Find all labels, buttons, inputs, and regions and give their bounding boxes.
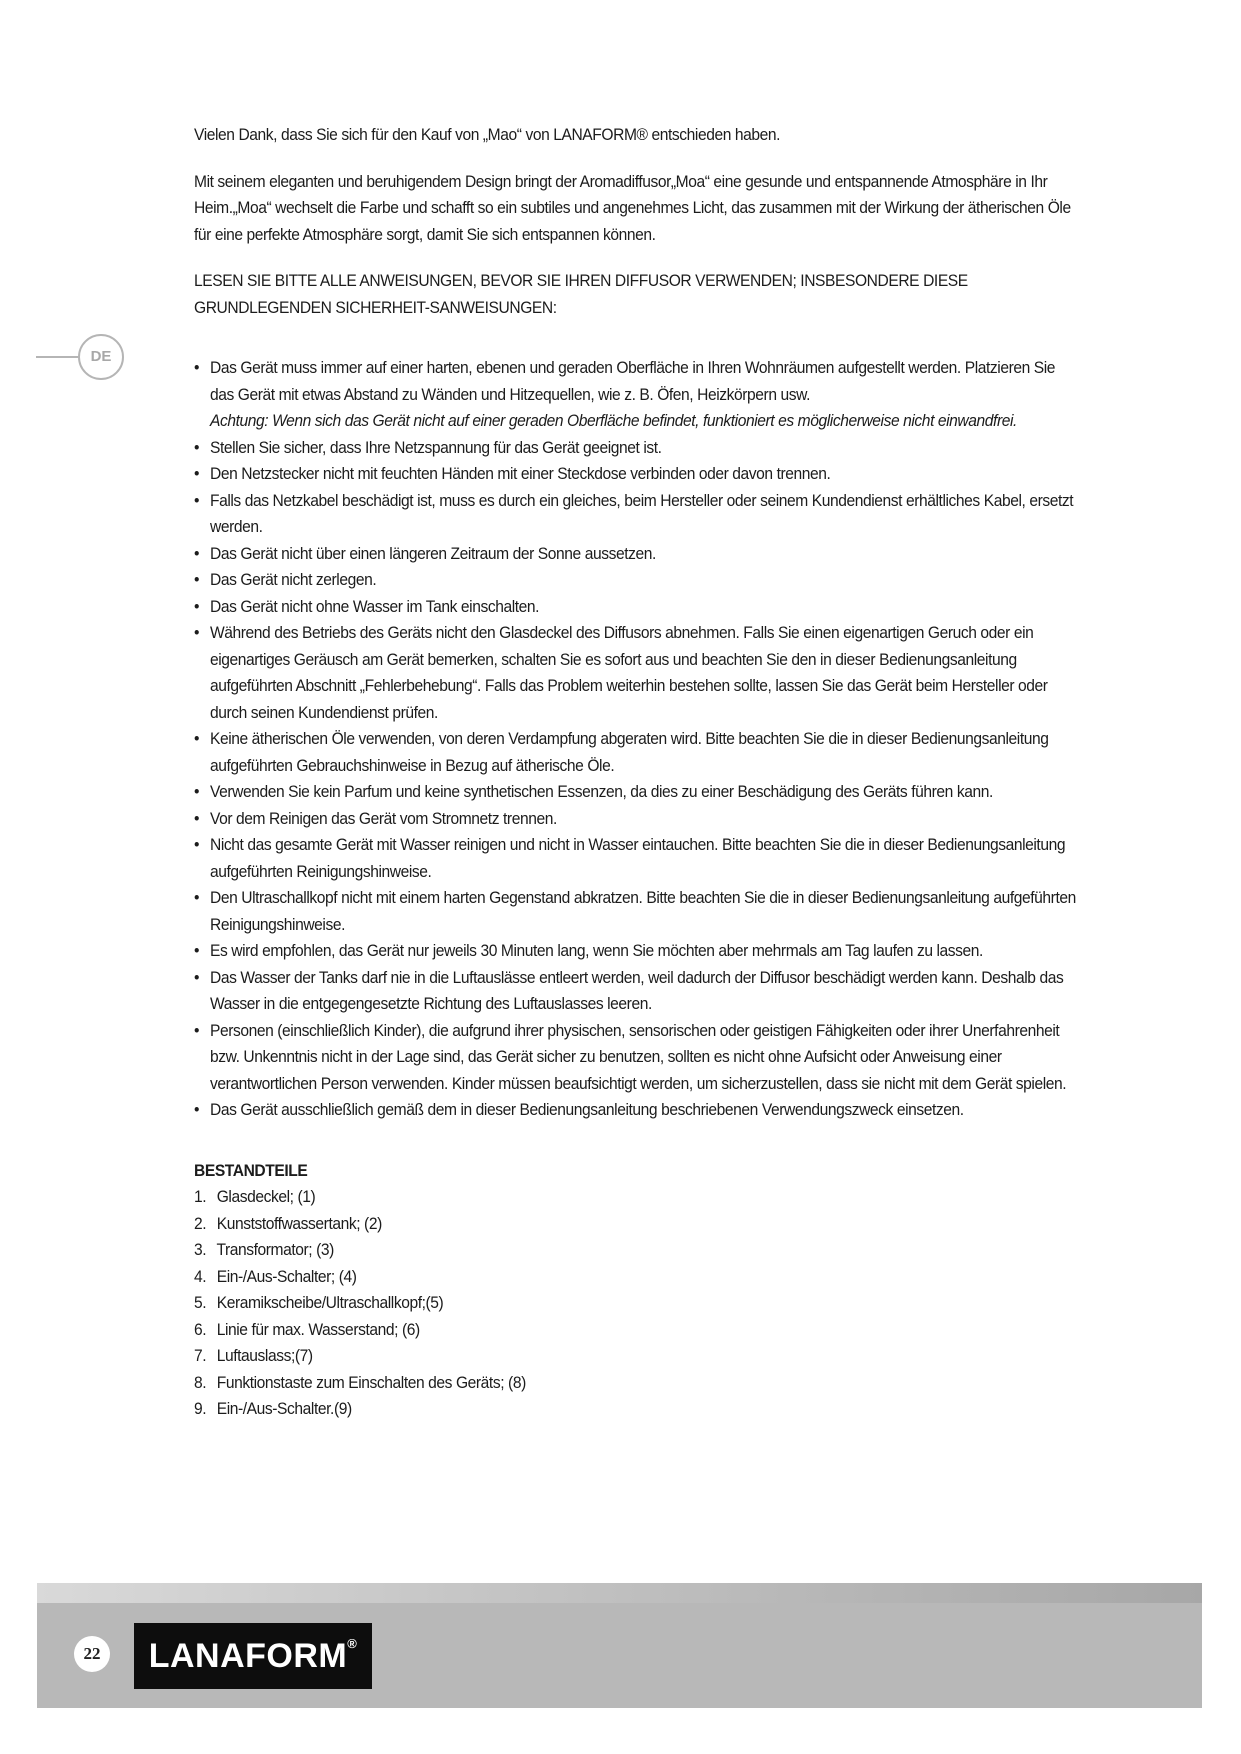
parts-item-label: Funktionstaste zum Einschalten des Geräts; (8) — [216, 1372, 526, 1392]
parts-item — [194, 1264, 1078, 1291]
parts-item-number: 5. — [194, 1293, 207, 1312]
safety-item: • Stellen Sie sicher, dass Ihre Netzspannung für das Gerät geeignet ist. — [194, 435, 1078, 462]
parts-item-number: 6. — [194, 1319, 207, 1339]
parts-item-number: 7. — [194, 1346, 207, 1365]
safety-item-note: Achtung: Wenn sich das Gerät nicht auf einer geraden Oberfläche befindet, funktioniert es möglicherweise nicht einwandfrei. — [209, 411, 1017, 430]
page-footer — [37, 1583, 1202, 1708]
safety-item: • Das Wasser der Tanks darf nie in die Luftauslässe entleert werden, weil dadurch der Diffusor beschädigt werden kann. Deshalb das Wasser in die entgegengesetzte Richtung des Luftauslasses leeren. — [194, 965, 1078, 1018]
safety-item: • Verwenden Sie kein Parfum und keine synthetischen Essenzen, da dies zu einer Beschädigung des Geräts führen kann. — [194, 779, 1078, 806]
parts-item — [194, 1184, 1078, 1211]
parts-item-number: 1. — [194, 1187, 207, 1206]
safety-item: • Das Gerät nicht zerlegen. — [194, 567, 1078, 594]
parts-item-label: Transformator; (3) — [216, 1240, 334, 1259]
parts-item-number: 9. — [194, 1399, 207, 1418]
brand-logo-text: LANAFORM — [148, 1637, 348, 1675]
safety-heading: LESEN SIE BITTE ALLE ANWEISUNGEN, BEVOR SIE IHREN DIFFUSOR VERWENDEN; INSBESONDERE DIESE GRUNDLEGENDEN SICHERHEIT-SANWEISUNGEN: — [194, 271, 968, 317]
parts-item — [194, 1370, 1078, 1397]
parts-item-number: 2. — [194, 1213, 207, 1233]
description-text: Mit seinem eleganten und beruhigendem Design bringt der Aromadiffusor„Moa“ eine gesunde und entspannende Atmosphäre in Ihr Heim.„Moa“ wechselt die Farbe und schafft so ein subtiles und angenehmes Licht, das zusammen mit der Wirkung der ätherischen Öle für eine perfekte Atmosphäre sorgt, damit Sie sich entspannen können. — [194, 171, 1071, 244]
page-content — [194, 122, 1078, 1423]
brand-registered-mark: ® — [347, 1636, 358, 1651]
parts-item-label: Glasdeckel; (1) — [216, 1187, 316, 1206]
parts-list — [194, 1184, 1078, 1423]
safety-item: • Den Netzstecker nicht mit feuchten Händen mit einer Steckdose verbinden oder davon trennen. — [194, 461, 1078, 488]
safety-item: • Keine ätherischen Öle verwenden, von deren Verdampfung abgeraten wird. Bitte beachten Sie die in dieser Bedienungsanleitung aufgeführten Gebrauchshinweise in Bezug auf ätherische Öle. — [194, 726, 1078, 779]
parts-item — [194, 1211, 1078, 1238]
language-tab — [36, 334, 136, 380]
parts-item-label: Luftauslass;(7) — [216, 1346, 313, 1365]
safety-item — [194, 355, 1078, 435]
safety-item: • Vor dem Reinigen das Gerät vom Stromnetz trennen. — [194, 806, 1078, 833]
safety-item-text: Das Gerät muss immer auf einer harten, ebenen und geraden Oberfläche in Ihren Wohnräumen aufgestellt werden. Platzieren Sie das Gerät mit etwas Abstand zu Wänden und Hitzequellen, wie z. B. Öfen, Heizkörpern usw. — [209, 358, 1056, 404]
safety-list — [194, 355, 1078, 1124]
parts-item-label: Kunststoffwassertank; (2) — [216, 1213, 382, 1233]
safety-item: • Nicht das gesamte Gerät mit Wasser reinigen und nicht in Wasser eintauchen. Bitte beachten Sie die in dieser Bedienungsanleitung aufgeführten Reinigungshinweise. — [194, 832, 1078, 885]
safety-item: • Personen (einschließlich Kinder), die aufgrund ihrer physischen, sensorischen oder geistigen Fähigkeiten oder ihrer Unerfahrenheit bzw. Unkenntnis nicht in der Lage sind, das Gerät sicher zu benutzen, sollten es nicht ohne Aufsicht oder Anweisung einer verantwortlichen Person verwenden. Kinder müssen beaufsichtigt werden, um sicherzustellen, dass sie nicht mit dem Gerät spielen. — [194, 1018, 1078, 1098]
brand-logo — [134, 1623, 372, 1689]
safety-item: • Den Ultraschallkopf nicht mit einem harten Gegenstand abkratzen. Bitte beachten Sie die in dieser Bedienungsanleitung aufgeführten Reinigungshinweise. — [194, 885, 1078, 938]
parts-item-label: Linie für max. Wasserstand; (6) — [216, 1319, 420, 1339]
language-tab-line — [36, 356, 80, 358]
page-number: 22 — [74, 1636, 110, 1672]
safety-item: • Das Gerät nicht über einen längeren Zeitraum der Sonne aussetzen. — [194, 541, 1078, 568]
safety-item: • Das Gerät ausschließlich gemäß dem in dieser Bedienungsanleitung beschriebenen Verwendungszweck einsetzen. — [194, 1097, 1078, 1124]
parts-item — [194, 1237, 1078, 1264]
parts-item-number: 3. — [194, 1240, 207, 1259]
parts-heading: BESTANDTEILE — [194, 1160, 308, 1180]
language-tab-badge: DE — [78, 334, 124, 380]
parts-item — [194, 1396, 1078, 1423]
safety-item: • Während des Betriebs des Geräts nicht den Glasdeckel des Diffusors abnehmen. Falls Sie einen eigenartigen Geruch oder ein eigenartiges Geräusch am Gerät bemerken, schalten Sie es sofort aus und beachten Sie den in dieser Bedienungsanleitung aufgeführten Abschnitt „Fehlerbehebung“. Falls das Problem weiterhin bestehen sollte, lassen Sie das Gerät beim Hersteller oder durch seinen Kundendienst prüfen. — [194, 620, 1078, 726]
intro-text: Vielen Dank, dass Sie sich für den Kauf von „Mao“ von LANAFORM® entschieden haben. — [194, 125, 781, 144]
parts-item-label: Keramikscheibe/Ultraschallkopf;(5) — [216, 1293, 444, 1312]
safety-item: • Falls das Netzkabel beschädigt ist, muss es durch ein gleiches, beim Hersteller oder seinem Kundendienst erhältliches Kabel, ersetzt werden. — [194, 488, 1078, 541]
safety-item: • Es wird empfohlen, das Gerät nur jeweils 30 Minuten lang, wenn Sie möchten aber mehrmals am Tag laufen zu lassen. — [194, 938, 1078, 965]
parts-item — [194, 1343, 1078, 1370]
footer-gradient-bar — [37, 1583, 1202, 1603]
safety-item: • Das Gerät nicht ohne Wasser im Tank einschalten. — [194, 594, 1078, 621]
parts-item-label: Ein-/Aus-Schalter; (4) — [216, 1266, 357, 1286]
parts-item-number: 8. — [194, 1372, 207, 1392]
parts-item — [194, 1317, 1078, 1344]
parts-item — [194, 1290, 1078, 1317]
parts-item-label: Ein-/Aus-Schalter.(9) — [216, 1399, 352, 1418]
parts-item-number: 4. — [194, 1266, 207, 1286]
